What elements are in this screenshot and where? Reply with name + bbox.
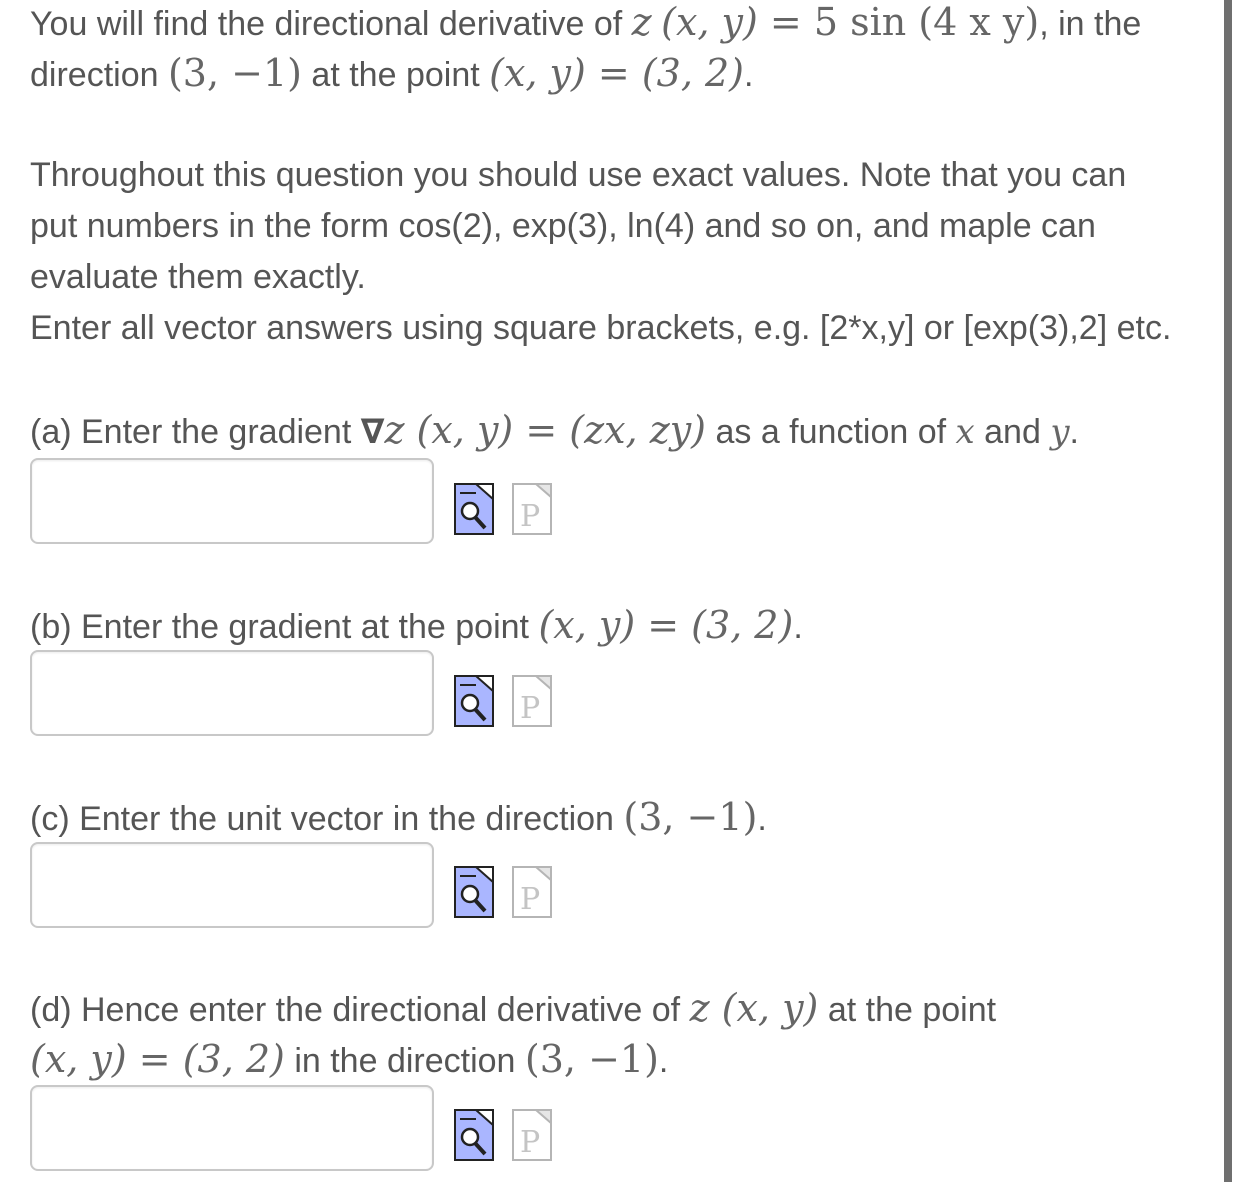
nabla-symbol: ∇ (360, 412, 385, 452)
part-a-preview-icon[interactable] (454, 483, 494, 535)
part-c-p-icon[interactable] (512, 866, 552, 918)
part-b-p-icon[interactable] (512, 675, 552, 727)
part-d-preview-icon[interactable] (454, 1109, 494, 1161)
svg-text:P: P (520, 882, 541, 917)
part-d-prompt-line-2: (x, y) = (3, 2) in the direction (3, −1). (30, 1037, 669, 1081)
part-c-prompt: (c) Enter the unit vector in the direction (3, −1). (30, 795, 767, 839)
part-b-answer-input[interactable] (30, 650, 434, 736)
instructions-line-3: evaluate them exactly. (30, 258, 366, 296)
part-b-prompt: (b) Enter the gradient at the point (x, y) = (3, 2). (30, 603, 803, 647)
intro-point: (x, y) = (3, 2) (489, 51, 744, 95)
intro-function-rhs: 5 sin (4 x y) (813, 0, 1040, 44)
intro-function-name: z (631, 0, 652, 44)
svg-text:P: P (520, 499, 541, 534)
intro-line-1: You will find the directional derivative of z (x, y) = 5 sin (4 x y), in the (30, 0, 1142, 44)
part-a-p-icon[interactable] (512, 483, 552, 535)
part-a-prompt: (a) Enter the gradient ∇z (x, y) = (zx, zy) as a function of x and y. (30, 408, 1079, 452)
question-page (30, 0, 1230, 1182)
part-d-answer-input[interactable] (30, 1085, 434, 1171)
part-a-answer-input[interactable] (30, 458, 434, 544)
instructions-line-1: Throughout this question you should use exact values. Note that you can (30, 156, 1127, 194)
intro-direction: (3, −1) (167, 51, 302, 95)
part-c-answer-input[interactable] (30, 842, 434, 928)
part-d-p-icon[interactable] (512, 1109, 552, 1161)
part-d-prompt-line-1: (d) Hence enter the directional derivative of z (x, y) at the point (30, 986, 997, 1030)
right-edge-bar (1224, 0, 1232, 1182)
instructions-line-4: Enter all vector answers using square brackets, e.g. [2*x,y] or [exp(3),2] etc. (30, 309, 1172, 347)
svg-text:P: P (520, 691, 541, 726)
part-c-preview-icon[interactable] (454, 866, 494, 918)
svg-text:P: P (520, 1125, 541, 1160)
instructions-line-2: put numbers in the form cos(2), exp(3), ln(4) and so on, and maple can (30, 207, 1096, 245)
part-b-preview-icon[interactable] (454, 675, 494, 727)
intro-line-2: direction (3, −1) at the point (x, y) = (3, 2). (30, 51, 754, 95)
